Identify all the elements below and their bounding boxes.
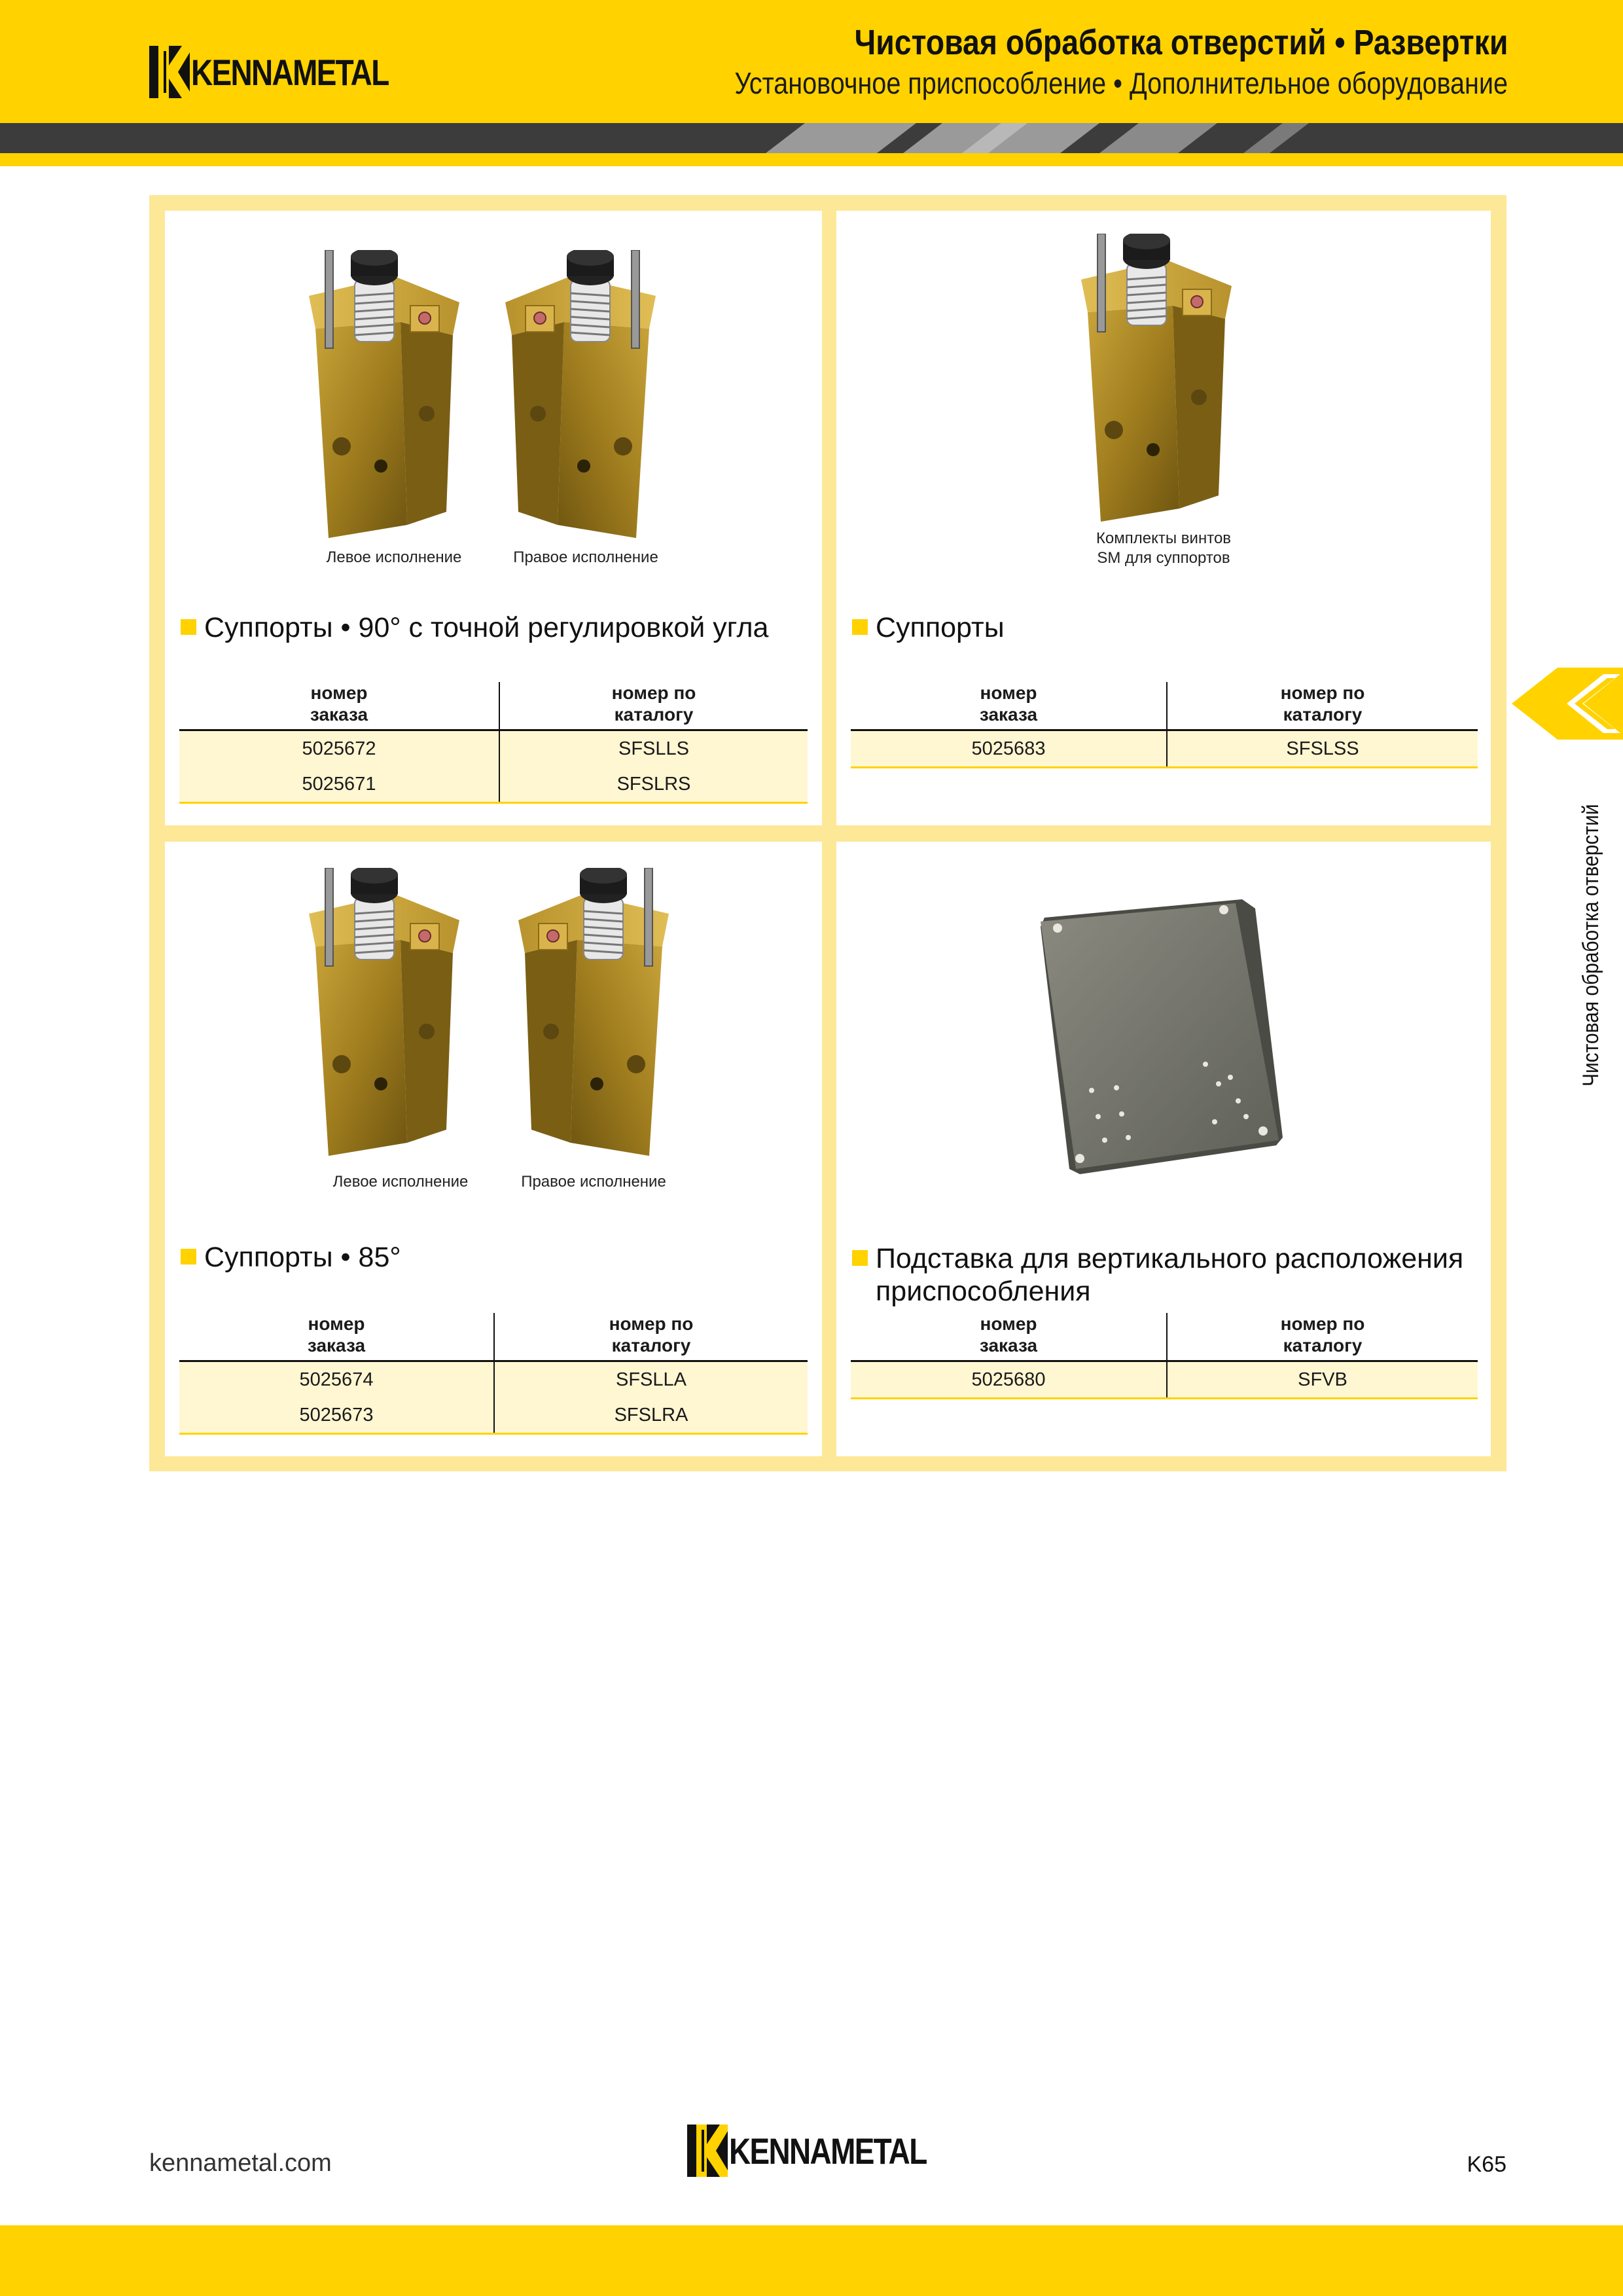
section-title: Суппорты xyxy=(852,611,1474,644)
spec-table xyxy=(179,1313,808,1435)
support-right-image xyxy=(512,868,682,1162)
bullet-square xyxy=(181,1249,196,1265)
page-title: Чистовая обработка отверстий • Развертки xyxy=(854,23,1508,62)
side-section-label: Чистовая обработка отверстий xyxy=(1578,804,1603,1086)
table-row: 5025672 SFSLLS xyxy=(179,730,808,767)
footer-website: kennametal.com xyxy=(149,2149,332,2177)
section-title: Суппорты • 85° xyxy=(181,1241,809,1274)
col-order-number: номер заказа xyxy=(851,682,1167,730)
col-catalog-number: номер по каталогу xyxy=(499,682,808,730)
col-order-number: номер заказа xyxy=(179,682,499,730)
kennametal-k-icon xyxy=(687,2125,728,2177)
caption-left-version: Левое исполнение xyxy=(326,548,462,566)
header-stripe xyxy=(0,123,1623,153)
col-order-number: номер заказа xyxy=(851,1313,1167,1361)
kennametal-k-icon xyxy=(149,46,190,98)
table-row: 5025680 SFVB xyxy=(851,1361,1478,1399)
vertical-stand-plate-image xyxy=(1039,894,1288,1189)
support-left-image xyxy=(302,868,473,1162)
col-catalog-number: номер по каталогу xyxy=(494,1313,808,1361)
kennametal-logo xyxy=(149,46,432,98)
col-catalog-number: номер по каталогу xyxy=(1167,682,1478,730)
brand-wordmark: KENNAMETAL xyxy=(729,2130,927,2172)
brand-wordmark: KENNAMETAL xyxy=(191,51,389,93)
bullet-square xyxy=(852,619,868,635)
panel-supports-85 xyxy=(165,842,822,1456)
page-subtitle: Установочное приспособление • Дополнительное оборудование xyxy=(734,66,1508,100)
page-number: K65 xyxy=(1467,2152,1507,2177)
table-row: 5025671 SFSLRS xyxy=(179,766,808,803)
col-order-number: номер заказа xyxy=(179,1313,494,1361)
footer-bar xyxy=(0,2225,1623,2296)
caption-right-version: Правое исполнение xyxy=(521,1173,666,1191)
spec-table xyxy=(179,682,808,804)
caption-right-version: Правое исполнение xyxy=(513,548,658,566)
bullet-square xyxy=(852,1250,868,1266)
col-catalog-number: номер по каталогу xyxy=(1167,1313,1478,1361)
caption-left-version: Левое исполнение xyxy=(332,1173,469,1191)
table-row: 5025683 SFSLSS xyxy=(851,730,1478,768)
footer-kennametal-logo xyxy=(687,2125,970,2177)
support-right-image xyxy=(499,250,669,545)
header-rule xyxy=(0,153,1623,166)
bullet-square xyxy=(181,619,196,635)
table-row: 5025673 SFSLRA xyxy=(179,1397,808,1434)
caption-screw-kits: Комплекты винтов SM для суппортов xyxy=(1096,529,1232,567)
spec-table xyxy=(851,1313,1478,1399)
page-header xyxy=(0,0,1623,123)
spec-table xyxy=(851,682,1478,768)
support-screw-kit-image xyxy=(1075,234,1245,528)
section-title: Суппорты • 90° с точной регулировкой угла xyxy=(181,611,809,644)
support-left-image xyxy=(302,250,473,545)
panel-supports xyxy=(836,211,1491,825)
section-title: Подставка для вертикального расположения приспособления xyxy=(852,1242,1480,1308)
side-tab-chevron-icon xyxy=(1512,668,1623,740)
panel-vertical-stand xyxy=(836,842,1491,1456)
panel-supports-90 xyxy=(165,211,822,825)
table-row: 5025674 SFSLLA xyxy=(179,1361,808,1398)
